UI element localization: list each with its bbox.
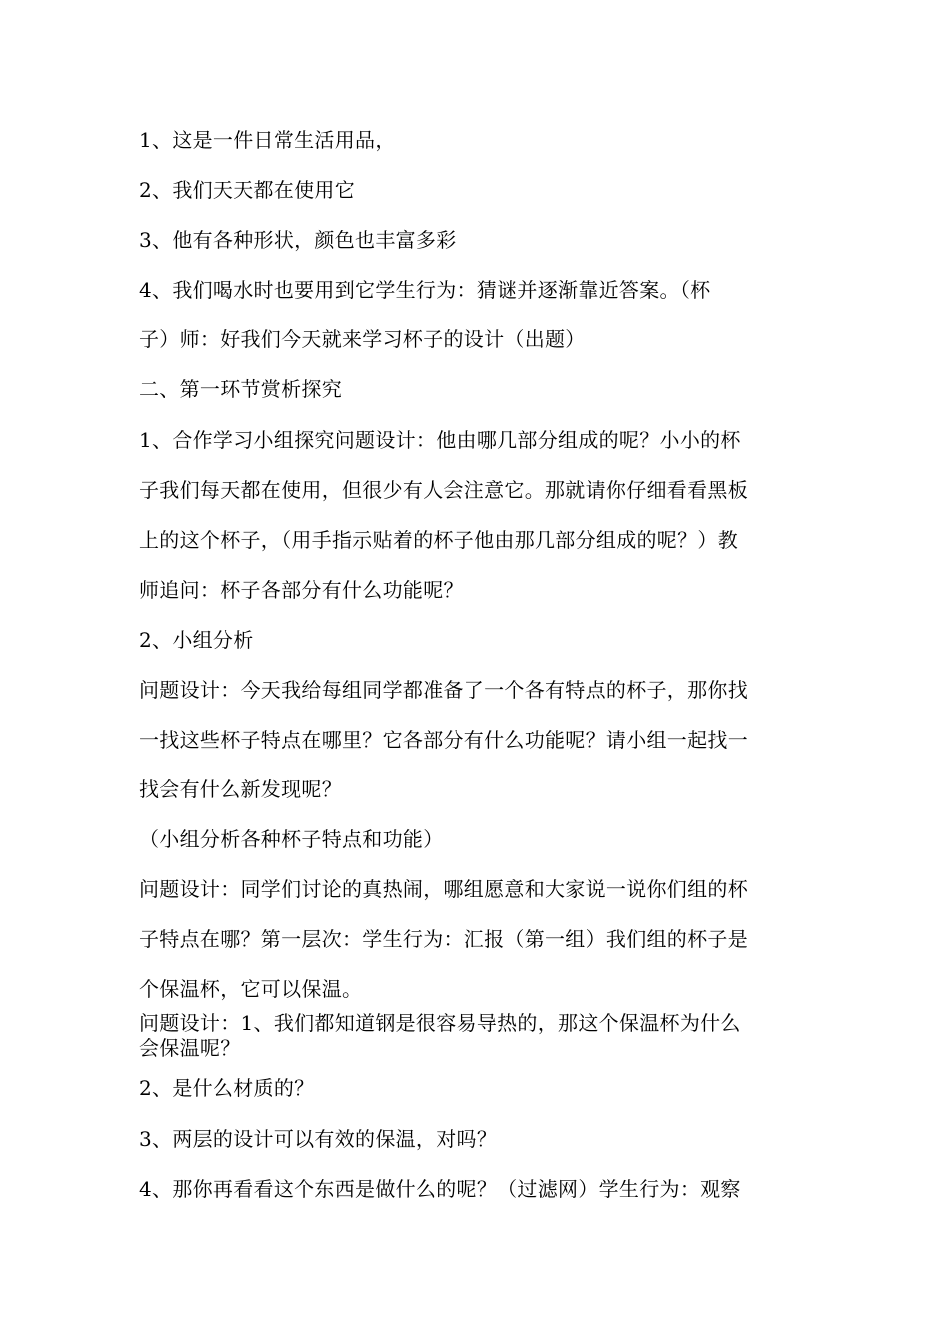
text-line: 子我们每天都在使用，但很少有人会注意它。那就请你仔细看看黑板 [139, 478, 748, 502]
text-line: 师追问：杯子各部分有什么功能呢？ [139, 578, 464, 602]
text-line: 2、是什么材质的？ [139, 1076, 315, 1100]
text-line: 个保温杯，它可以保温。 [139, 977, 363, 1001]
text-line: 子特点在哪？第一层次：学生行为：汇报（第一组）我们组的杯子是 [139, 927, 748, 951]
text-line: 3、他有各种形状，颜色也丰富多彩 [139, 228, 457, 252]
text-line: 4、那你再看看这个东西是做什么的呢？（过滤网）学生行为：观察 [139, 1177, 741, 1201]
text-line: 2、小组分析 [139, 628, 254, 652]
text-line: （小组分析各种杯子特点和功能） [139, 827, 444, 851]
section-heading: 二、第一环节赏析探究 [139, 377, 342, 401]
text-line: 会保温呢？ [139, 1036, 241, 1060]
text-line: 4、我们喝水时也要用到它学生行为：猜谜并逐渐靠近答案。（杯 [139, 278, 711, 302]
text-line: 问题设计：今天我给每组同学都准备了一个各有特点的杯子，那你找 [139, 678, 748, 702]
text-line: 1、这是一件日常生活用品， [139, 128, 396, 152]
text-line: 子）师：好我们今天就来学习杯子的设计（出题） [139, 327, 586, 351]
text-line: 问题设计：1、我们都知道钢是很容易导热的，那这个保温杯为什么 [139, 1011, 741, 1035]
text-line: 一找这些杯子特点在哪里？它各部分有什么功能呢？请小组一起找一 [139, 728, 748, 752]
text-line: 2、我们天天都在使用它 [139, 178, 356, 202]
text-line: 3、两层的设计可以有效的保温，对吗？ [139, 1127, 498, 1151]
text-line: 上的这个杯子，（用手指示贴着的杯子他由那几部分组成的呢？）教 [139, 528, 738, 552]
text-line: 问题设计：同学们讨论的真热闹，哪组愿意和大家说一说你们组的杯 [139, 877, 748, 901]
text-line: 1、合作学习小组探究问题设计：他由哪几部分组成的呢？小小的杯 [139, 428, 741, 452]
text-line: 找会有什么新发现呢？ [139, 777, 342, 801]
